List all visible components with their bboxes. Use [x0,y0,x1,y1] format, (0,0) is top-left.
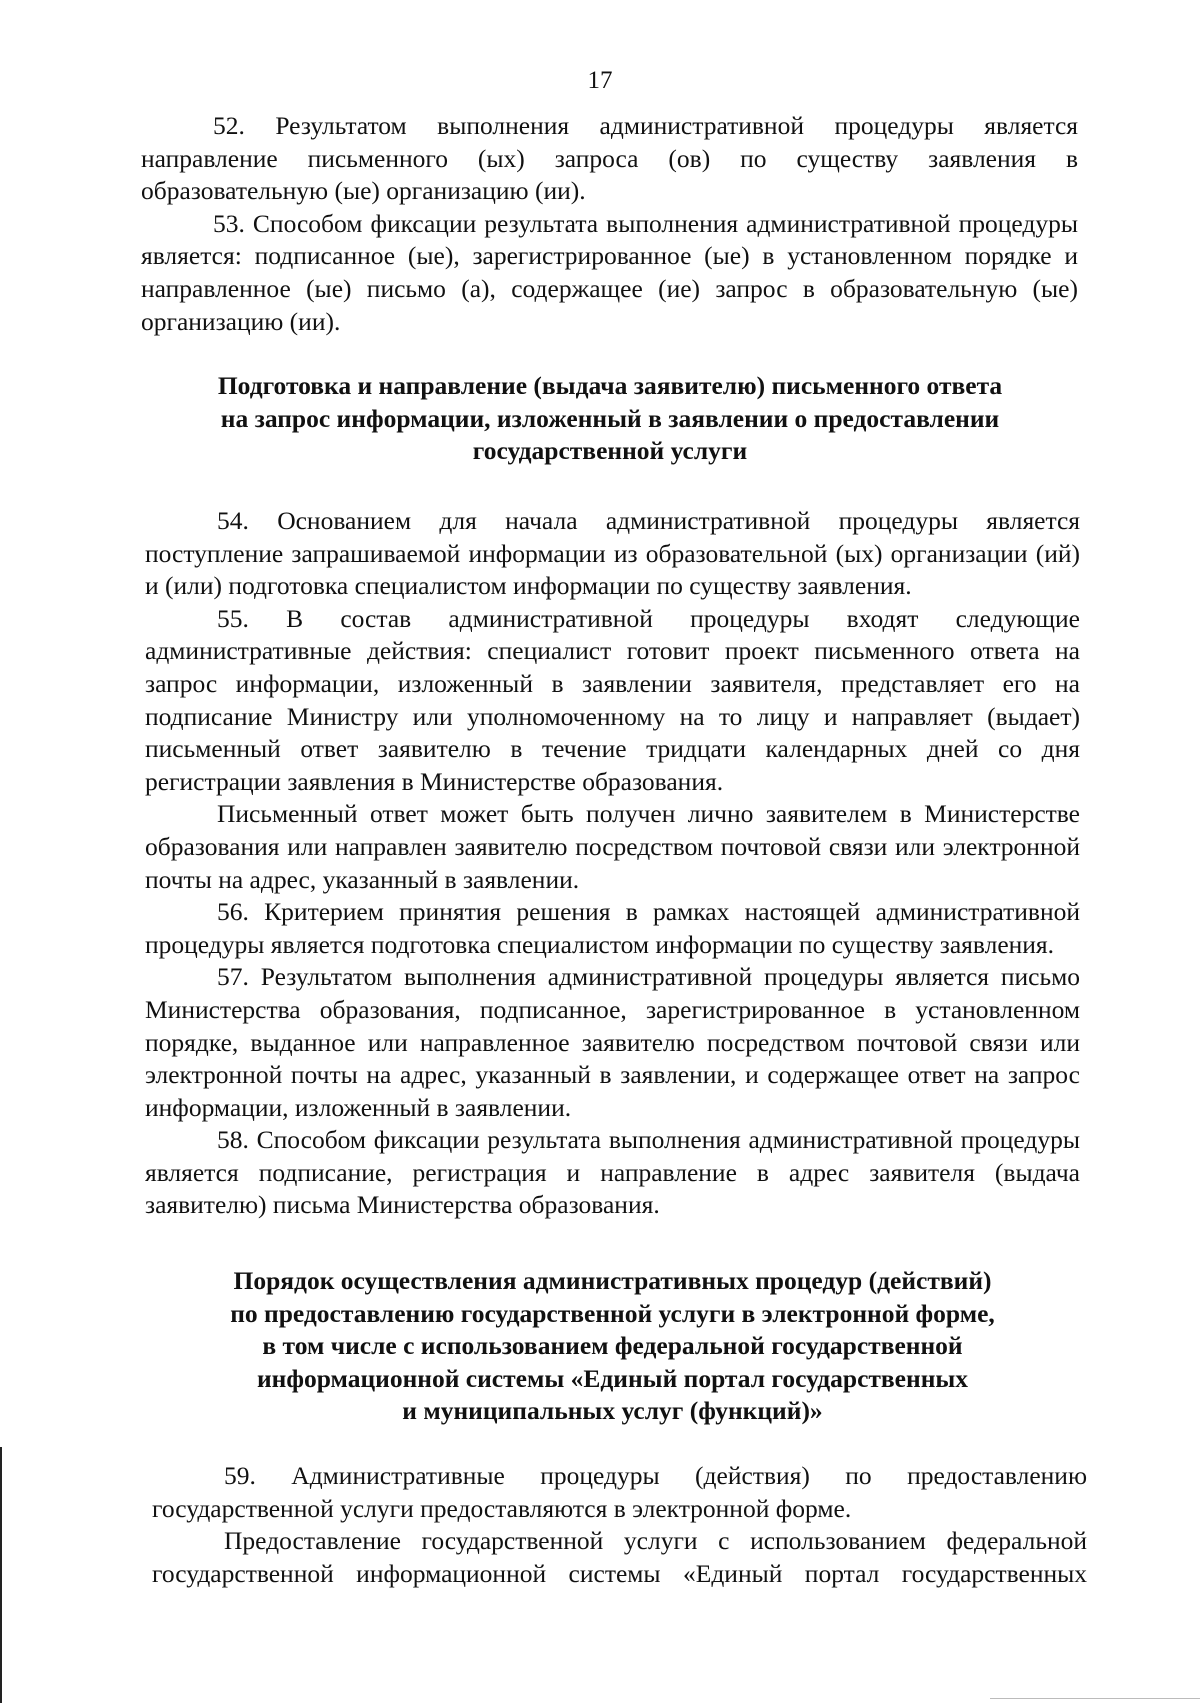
paragraph-53: 53. Способом фиксации результата выполнения административной процедуры является: подписанное (ые), зарегистрированное (ые) в установленном порядке и направленное (ые) письмо (а), содержащее (ие) запрос в образовательную (ые) организацию (ии). [141,208,1078,336]
heading-line: по предоставлению государственной услуги в электронной форме, [230,1298,995,1328]
section-heading-electronic-form [150,1265,1075,1428]
paragraph-54: 54. Основанием для начала административной процедуры является поступление запрашиваемой информации из образовательной (ых) организации (ий) и (или) подготовка специалистом информации по существу заявления. [145,506,1080,601]
paragraphs-54-58 [145,505,1080,1222]
heading-line: и муниципальных услуг (функций)» [402,1396,823,1426]
section-heading-written-response [150,370,1070,468]
paragraph-52: 52. Результатом выполнения административной процедуры является направление письменного (ых) запроса (ов) по существу заявления в образовательную (ые) организацию (ии). [141,111,1078,206]
paragraphs-52-53 [141,110,1078,338]
paragraph-written-response: Письменный ответ может быть получен лично заявителем в Министерстве образования или направлен заявителю посредством почтовой связи или электронной почты на адрес, указанный в заявлении. [145,799,1080,894]
scan-edge-bottom-line [990,1698,1200,1699]
paragraph-59: 59. Административные процедуры (действия) по предоставлению государственной услуги предоставляются в электронной форме. [152,1461,1087,1523]
heading-line: государственной услуги [472,436,748,466]
paragraphs-59 [152,1460,1087,1590]
heading-line: Подготовка и направление (выдача заявителю) письменного ответа [217,371,1003,400]
paragraph-55: 55. В состав административной процедуры входят следующие административные действия: специалист готовит проект письменного ответа на запрос информации, изложенный в заявлении заявителя, представляет его на подписание Министру или уполномоченному на то лицу и направляет (выдает) письменный ответ заявителю в течение тридцати календарных дней со дня регистрации заявления в Министерстве образования. [145,603,1080,796]
page-number: 17 [587,67,613,94]
heading-line: на запрос информации, изложенный в заявлении о предоставлении [220,403,1000,433]
paragraph-57: 57. Результатом выполнения административной процедуры является письмо Министерства образования, подписанное, зарегистрированное в установленном порядке, выданное или направленное заявителю посредством почтовой связи или электронной почты на адрес, указанный в заявлении, и содержащее ответ на запрос информации, изложенный в заявлении. [145,962,1080,1122]
heading-line: Порядок осуществления административных процедур (действий) [233,1266,992,1295]
paragraph-58: 58. Способом фиксации результата выполнения административной процедуры является подписание, регистрация и направление в адрес заявителя (выдача заявителю) письма Министерства образования. [145,1125,1080,1220]
paragraph-epgu: Предоставление государственной услуги с использованием федеральной государственной информационной системы «Единый портал государственных [152,1526,1087,1588]
paragraph-56: 56. Критерием принятия решения в рамках настоящей административной процедуры является подготовка специалистом информации по существу заявления. [145,897,1080,959]
heading-line: в том числе с использованием федеральной государственной [262,1331,963,1361]
heading-line: информационной системы «Единый портал государственных [256,1363,969,1393]
scan-edge-line [0,1447,2,1703]
